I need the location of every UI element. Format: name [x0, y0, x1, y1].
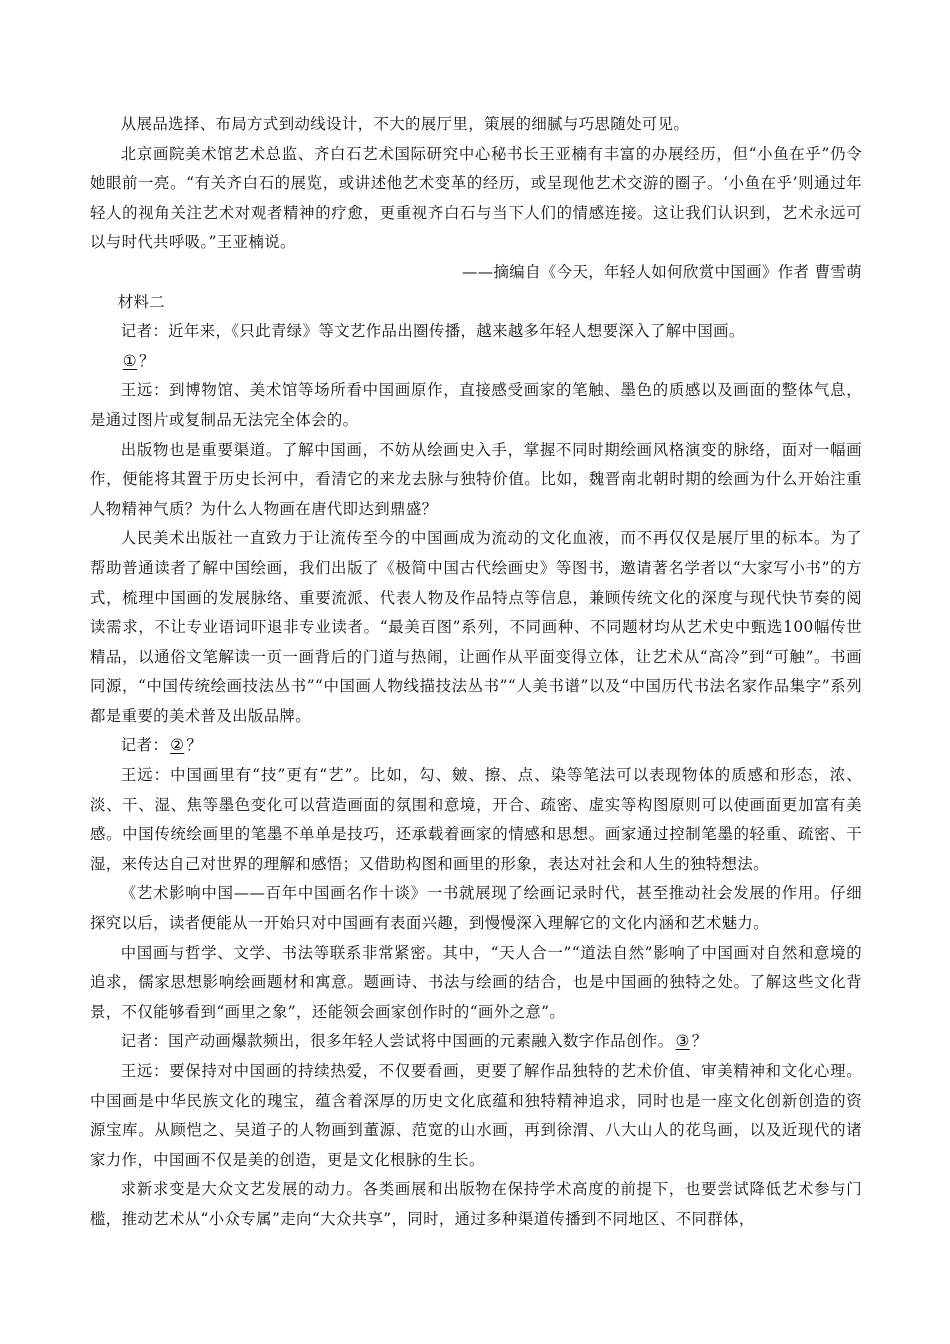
- reporter-prefix: 记者：国产动画爆款频出，很多年轻人尝试将中国画的元素融入数字作品创作。: [120, 1032, 674, 1051]
- paragraph: 王远：中国画里有“技”更有“艺”。比如，勾、皴、擦、点、染等笔法可以表现物体的质感和形态，浓、淡、干、湿、焦等墨色变化可以营造画面的氛围和意境，开合、疏密、虚实等构图原则可以使画面更加富有美感。中国传统绘画里的笔墨不单单是技巧，还承载着画家的情感和思想。画家通过控制笔墨的轻重、疏密、干湿，来传达自己对世界的理解和感悟；又借助构图和画里的形象，表达对社会和人生的独特想法。: [90, 766, 862, 873]
- reporter-prefix: 记者：: [120, 736, 169, 755]
- paragraph: 北京画院美术馆艺术总监、齐白石艺术国际研究中心秘书长王亚楠有丰富的办展经历，但“小鱼在乎”仍令她眼前一亮。“有关齐白石的展览，或讲述他艺术变革的经历，或呈现他艺术交游的圈子。‘小鱼在乎’则通过年轻人的视角关注艺术对观者精神的疗愈，更重视齐白石与当下人们的情感连接。这让我们认识到，艺术永远可以与时代共呼吸。”王亚楠说。: [90, 144, 862, 252]
- blank-1: ①: [122, 351, 137, 370]
- paragraph: 王远：要保持对中国画的持续热爱，不仅要看画，更要了解作品独特的艺术价值、审美精神和文化心理。中国画是中华民族文化的瑰宝，蕴含着深厚的历史文化底蕴和独特精神追求，同时也是一座文化创新创造的资源宝库。从顾恺之、吴道子的人物画到董源、范宽的山水画，再到徐渭、八大山人的花鸟画，以及近现代的诸家力作，中国画不仅是美的创造，更是文化根脉的生长。: [90, 1062, 862, 1169]
- document-body: [90, 110, 862, 1235]
- question-blank-3: [90, 1027, 862, 1057]
- paragraph: 记者：近年来，《只此青绿》等文艺作品出圈传播，越来越多年轻人想要深入了解中国画。: [120, 322, 745, 341]
- paragraph: 《艺术影响中国——百年中国画名作十谈》一书就展现了绘画记录时代，甚至推动社会发展的作用。仔细探究以后，读者便能从一开始只对中国画有表面兴趣，到慢慢深入理解它的文化内涵和艺术魅力。: [90, 884, 862, 933]
- paragraph: 出版物也是重要渠道。了解中国画，不妨从绘画史入手，掌握不同时期绘画风格演变的脉络，面对一幅画作，便能将其置于历史长河中，看清它的来龙去脉与独特价值。比如，魏晋南北朝时期的绘画为什么开始注重人物精神气质？为什么人物画在唐代即达到鼎盛？: [90, 440, 862, 518]
- section-title-material-2: 材料二: [117, 292, 166, 311]
- paragraph: 王远：到博物馆、美术馆等场所看中国画原作，直接感受画家的笔触、墨色的质感以及画面的整体气息，是通过图片或复制品无法完全体会的。: [90, 381, 862, 429]
- question-blank-1: [90, 347, 862, 377]
- paragraph: 中国画与哲学、文学、书法等联系非常紧密。其中，“天人合一”“道法自然”影响了中国画对自然和意境的追求，儒家思想影响绘画题材和寓意。题画诗、书法与绘画的结合，也是中国画的独特之处。了解这些文化背景，不仅能够看到“画里之象”，还能领会画家创作时的“画外之意”。: [90, 943, 862, 1021]
- question-mark: ？: [691, 1032, 708, 1051]
- paragraph: 求新求变是大众文艺发展的动力。各类画展和出版物在保持学术高度的前提下，也要尝试降低艺术参与门槛，推动艺术从“小众专属”走向“大众共享”，同时，通过多种渠道传播到不同地区、不同群体，: [90, 1180, 862, 1228]
- question-blank-2: [90, 731, 862, 761]
- source-attribution: ——摘编自《今天，年轻人如何欣赏中国画》作者 曹雪萌: [461, 262, 862, 281]
- question-mark: ？: [186, 736, 203, 755]
- blank-2: ②: [170, 736, 185, 755]
- paragraph: 人民美术出版社一直致力于让流传至今的中国画成为流动的文化血液，而不再仅仅是展厅里的标本。为了帮助普通读者了解中国绘画，我们出版了《极简中国古代绘画史》等图书，邀请著名学者以“大家写小书”的方式，梳理中国画的发展脉络、重要流派、代表人物及作品特点等信息，兼顾传统文化的深度与现代快节奏的阅读需求，不让专业语词吓退非专业读者。“最美百图”系列，不同画种、不同题材均从艺术史中甄选100幅传世精品，以通俗文笔解读一页一画背后的门道与热闹，让画作从平面变得立体，让艺术从“高冷”到“可触”。书画同源，“中国传统绘画技法丛书”“中国画人物线描技法丛书”“人美书谱”以及“中国历代书法名家作品集字”系列都是重要的美术普及出版品牌。: [90, 529, 862, 725]
- question-mark: ？: [139, 351, 155, 370]
- paragraph: 从展品选择、布局方式到动线设计，不大的展厅里，策展的细腻与巧思随处可见。: [120, 115, 690, 133]
- blank-3: ③: [675, 1032, 690, 1051]
